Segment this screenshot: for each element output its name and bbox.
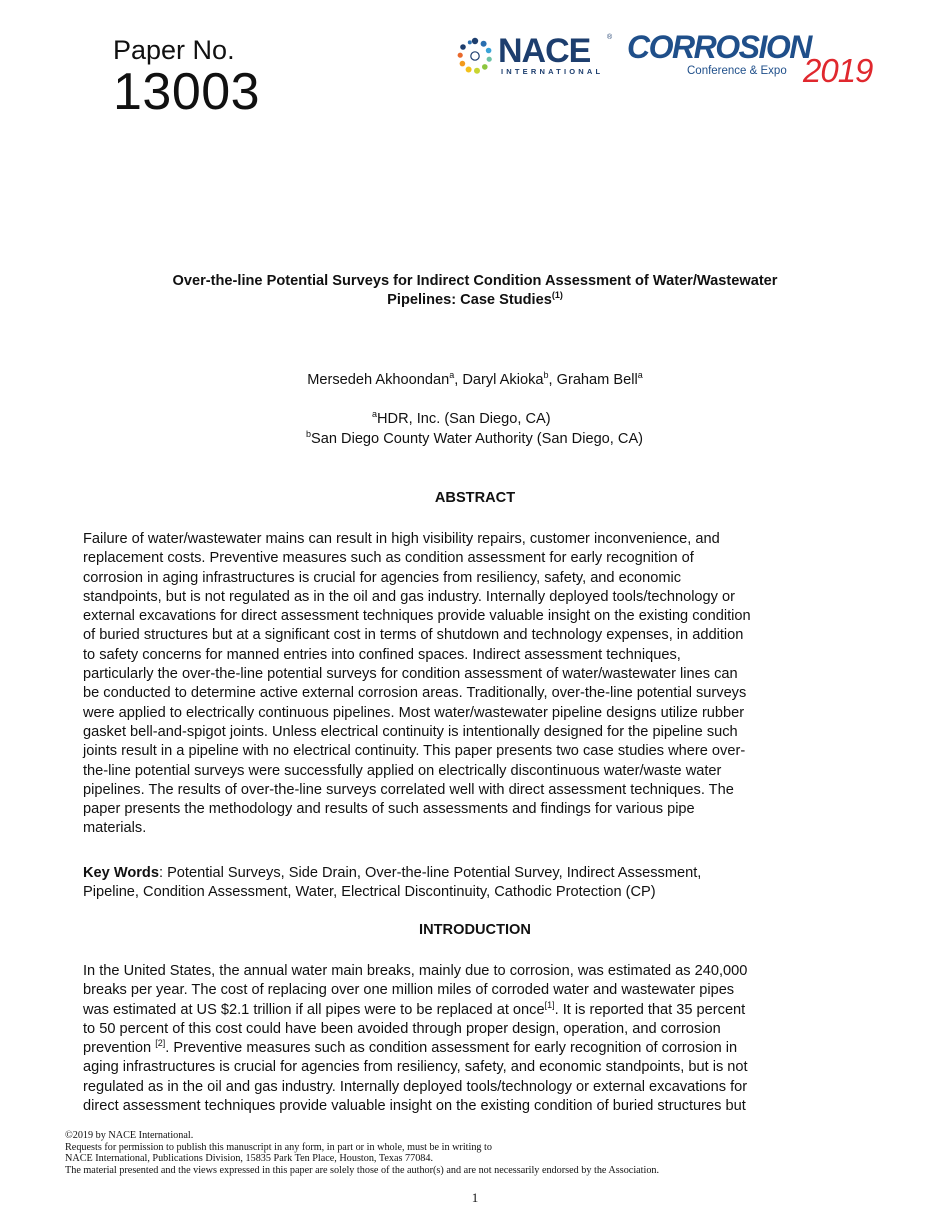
author-list (0, 371, 950, 389)
abstract-line: Failure of water/wastewater mains can result in high visibility repairs, customer inconvenience, and (83, 531, 720, 547)
title-line-1: Over-the-line Potential Surveys for Indirect Condition Assessment of Water/Wastewater (172, 273, 778, 289)
keywords-list-part-2: Pipeline, Condition Assessment, Water, Electrical Discontinuity, Cathodic Protection (CP) (83, 884, 656, 901)
corrosion-subtitle: Conference & Expo (687, 65, 787, 77)
author-separator: , (548, 372, 557, 388)
footer-line: ©2019 by NACE International. (65, 1130, 194, 1141)
author-2: Daryl Akioka (462, 372, 544, 388)
abstract-line: particularly the over-the-line potential surveys for condition assessment of water/wastewater lines can (83, 666, 738, 683)
abstract-line: external excavations for direct assessment techniques provide valuable insight on the existing condition (83, 608, 751, 625)
abstract-line: be conducted to determine active external corrosion areas. Traditionally, over-the-line potential surveys (83, 685, 747, 702)
abstract-line: to safety concerns for manned entries into confined spaces. Indirect assessment techniques, (83, 646, 681, 663)
footer-line: The material presented and the views expressed in this paper are solely those of the author(s) and are not necessarily endorsed by the Association. (65, 1164, 660, 1176)
keywords (83, 864, 868, 903)
abstract-line: gasket bell-and-spigot joints. Unless electrical continuity is intentionally designed for the pipeline such (83, 723, 738, 740)
intro-line: In the United States, the annual water main breaks, mainly due to corrosion, was estimated as 240,000 (83, 963, 748, 979)
intro-text: . It is reported that 35 percent (554, 1001, 746, 1018)
introduction-body (83, 962, 868, 1116)
introduction-heading: INTRODUCTION (419, 922, 531, 938)
corrosion-year: 2019 (803, 52, 873, 86)
affiliation-a (372, 410, 551, 428)
abstract-line: the-line potential surveys were successfully applied on electrically discontinuous water/waste water (83, 762, 722, 779)
intro-line (83, 1039, 868, 1058)
abstract-line: materials. (83, 820, 147, 837)
nace-registered-mark: ® (607, 34, 613, 41)
corrosion-logo-graphic (627, 30, 887, 86)
intro-text: was estimated at US $2.1 trillion if all pipes were to be replaced at once (83, 1001, 545, 1018)
paper-number-block (113, 35, 260, 119)
author-1-affil: a (449, 370, 455, 381)
nace-subtitle: INTERNATIONAL (501, 67, 604, 76)
keywords-list-part-1: : Potential Surveys, Side Drain, Over-the-line Potential Survey, Indirect Assessment, (158, 865, 702, 881)
abstract-line: corrosion in aging infrastructures is crucial for agencies from resiliency, safety, and economic (83, 569, 682, 586)
affiliation-b-text: San Diego County Water Authority (San Diego, CA) (311, 431, 644, 447)
keywords-line (83, 864, 868, 883)
abstract-body (83, 530, 868, 839)
citation-2: [2] (155, 1038, 166, 1049)
intro-line: direct assessment techniques provide valuable insight on the existing condition of buried structures but (83, 1098, 746, 1115)
nace-wordmark: NACE (498, 32, 591, 70)
paper-label: Paper No. (113, 35, 235, 65)
nace-logo (455, 34, 615, 80)
affiliation-a-text: HDR, Inc. (San Diego, CA) (377, 411, 551, 427)
footer-line: NACE International, Publications Division, 15835 Park Ten Place, Houston, Texas 77084. (65, 1153, 434, 1165)
author-3-affil: a (637, 370, 643, 381)
intro-line: aging infrastructures is crucial for agencies from resiliency, safety, and economic standpoints, but is not (83, 1059, 748, 1076)
intro-line: regulated as in the oil and gas industry. Internally deployed tools/technology or external excavations for (83, 1078, 748, 1095)
copyright-footer (65, 1130, 659, 1176)
paper-number: 13003 (113, 63, 261, 121)
affiliation-b (306, 430, 643, 448)
abstract-line: of buried structures but at a significant cost in terms of shutdown and technology expenses, in addition (83, 627, 744, 644)
title-footnote-marker: (1) (551, 290, 563, 301)
intro-line: to 50 percent of this cost could have been avoided through proper design, operation, and corrosion (83, 1020, 721, 1037)
intro-line (83, 1001, 868, 1020)
author-3: Graham Bell (556, 372, 638, 388)
abstract-line: joints result in a pipeline with no electrical continuity. This paper presents two case studies where over- (83, 743, 746, 760)
keywords-label: Key Words (83, 865, 159, 881)
abstract-line: were applied to electrically continuous pipelines. Most water/wastewater pipeline designs utilize rubber (83, 704, 745, 721)
title-line-2: Pipelines: Case Studies (387, 292, 552, 308)
nace-emblem-icon (455, 36, 495, 76)
affiliation-b-marker: b (306, 429, 312, 440)
citation-1: [1] (544, 999, 555, 1010)
intro-text: prevention (83, 1040, 156, 1057)
paper-title (95, 272, 855, 310)
author-1: Mersedeh Akhoondan (307, 372, 450, 388)
corrosion-wordmark: CORROSION (627, 30, 811, 65)
footer-line: Requests for permission to publish this manuscript in any form, in part or in whole, must be in writing to (65, 1141, 492, 1153)
author-separator: , (454, 372, 463, 388)
abstract-line: pipelines. The results of over-the-line surveys correlated well with direct assessment techniques. The (83, 781, 734, 798)
affiliation-a-marker: a (372, 409, 378, 420)
abstract-heading: ABSTRACT (434, 490, 516, 506)
abstract-line: paper presents the methodology and results of such assessments and findings for various pipe (83, 801, 695, 818)
corrosion-conference-logo (627, 30, 887, 86)
abstract-line: replacement costs. Preventive measures such as condition assessment for early recognition of (83, 550, 694, 567)
page-number: 1 (471, 1190, 479, 1205)
author-2-affil: b (543, 370, 549, 381)
intro-text: . Preventive measures such as condition assessment for early recognition of corrosion in (165, 1040, 738, 1057)
abstract-line: standpoints, but is not regulated as in the oil and gas industry. Internally deployed tools/technology or (83, 588, 735, 605)
intro-line: breaks per year. The cost of replacing over one million miles of corroded water and wastewater pipes (83, 982, 735, 999)
